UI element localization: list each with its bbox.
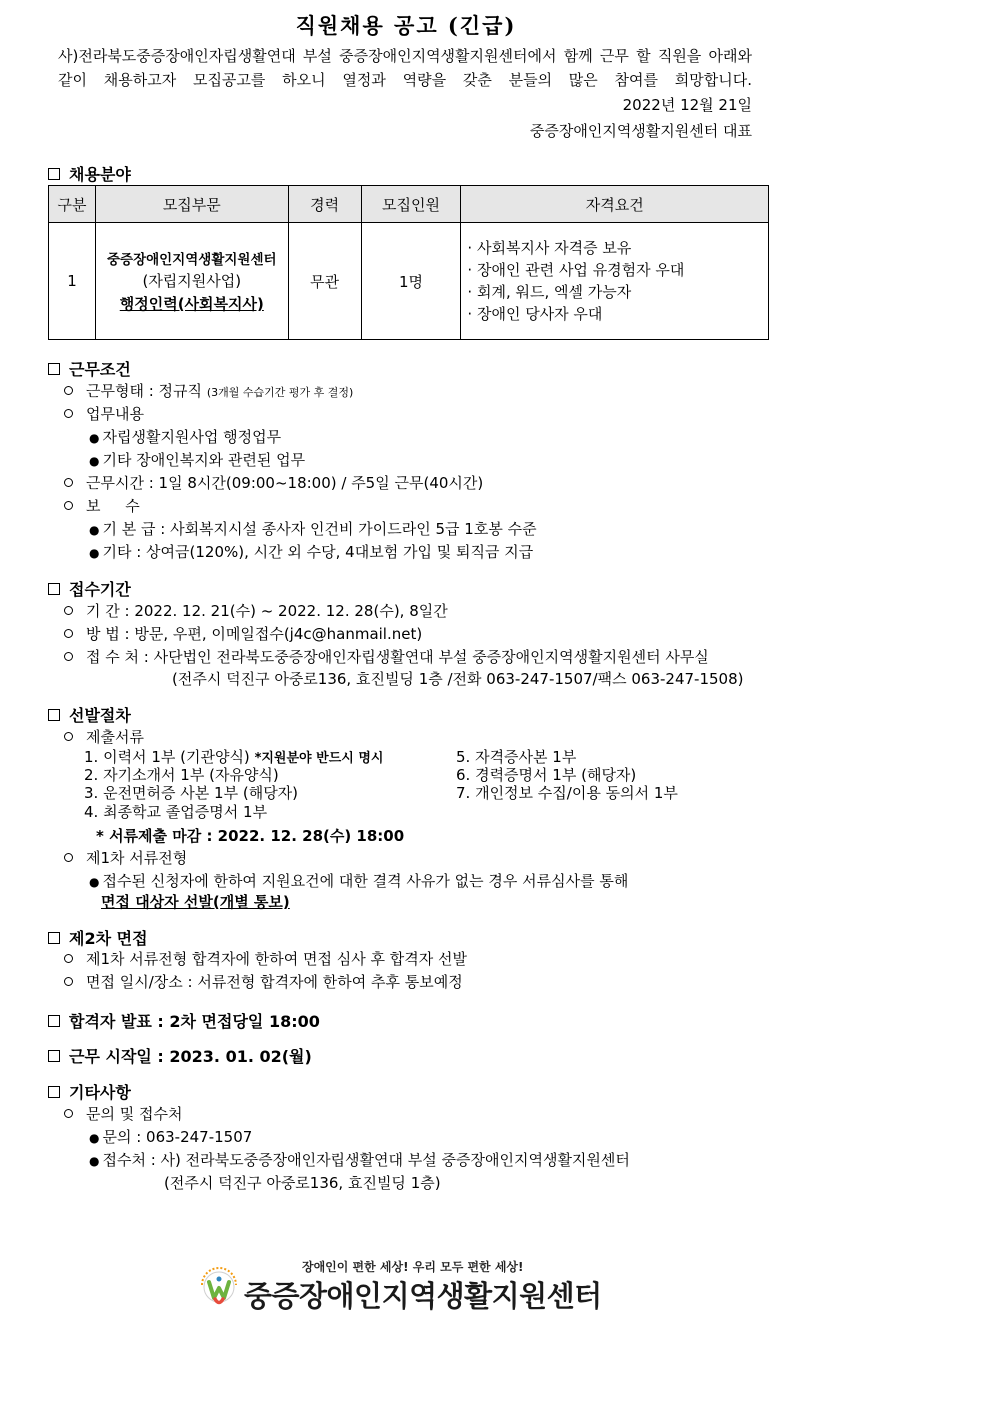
place-text: 접 수 처 : 사단법인 전라북도중증장애인자립생활연대 부설 중증장애인지역생활지원센터 사무실 (86, 648, 709, 666)
docs-label: 제출서류 (86, 728, 144, 746)
dot-bullet-icon: ● (89, 431, 100, 445)
circle-bullet-icon (64, 732, 73, 741)
circle-bullet-icon (64, 853, 73, 862)
round1-label: 제1차 서류전형 (86, 849, 188, 867)
checkbox-square-icon (48, 168, 60, 180)
period-text: 기 간 : 2022. 12. 21(수) ~ 2022. 12. 28(수), 8일간 (86, 602, 448, 620)
section-title: 기타사항 (69, 1083, 131, 1102)
dot-bullet-icon: ● (89, 546, 100, 560)
table-header-row (49, 186, 769, 223)
requirement-item: · 장애인 당사자 우대 (467, 305, 603, 323)
circle-bullet-icon (64, 954, 73, 963)
cell-dept (95, 223, 288, 340)
notice-date: 2022년 12월 21일 (622, 96, 752, 114)
place-line (64, 646, 709, 667)
contact-text: 접수처 : 사) 전라북도중증장애인자립생활연대 부설 중증장애인지역생활지원센터 (102, 1151, 630, 1169)
contact-text: 문의 : 063-247-1507 (102, 1128, 253, 1146)
doc-item: 6. 경력증명서 1부 (해당자) (456, 766, 637, 784)
circle-bullet-icon (64, 501, 73, 510)
logo-slogan: 장애인이 편한 세상! 우리 모두 편한 세상! (302, 1260, 524, 1274)
interview-line (64, 948, 467, 969)
intro-paragraph: 사)전라북도중증장애인자립생활연대 부설 중증장애인지역생활지원센터에서 함께 근무 할 직원을 아래와 같이 채용하고자 모집공고를 하오니 열정과 역량을 갖춘 분들의 많은 참여를 희망합니다. (58, 47, 752, 89)
contact-item (89, 1149, 630, 1170)
deadline-note: * 서류제출 마감 : 2022. 12. 28(수) 18:00 (96, 827, 405, 845)
cell-requirements (461, 223, 769, 340)
docs-label-line (64, 726, 144, 747)
section-title: 접수기간 (69, 580, 131, 599)
page-title: 직원채용 공고 (긴급) (295, 13, 517, 38)
section-title: 선발절차 (69, 706, 131, 725)
contact-label: 문의 및 접수처 (86, 1105, 183, 1123)
interview-text: 제1차 서류전형 합격자에 한하여 면접 심사 후 합격자 선발 (86, 950, 467, 968)
interview-text: 면접 일시/장소 : 서류전형 합격자에 한하여 추후 통보예정 (86, 973, 463, 991)
circle-bullet-icon (64, 652, 73, 661)
section-recruit-field (48, 162, 131, 185)
section-announcement (48, 1009, 320, 1032)
circle-bullet-icon (64, 386, 73, 395)
duty-label-line (64, 403, 144, 424)
duty-text: 기타 장애인복지와 관련된 업무 (102, 451, 306, 469)
work-type: 근무형태 : 정규직 (86, 382, 203, 400)
place-address: (전주시 덕진구 아중로136, 효진빌딩 1층 /전화 063-247-1507/팩스 063-247-1508) (172, 670, 744, 688)
doc-item: 3. 운전면허증 사본 1부 (해당자) (84, 784, 299, 802)
duty-label: 업무내용 (86, 405, 144, 423)
pay-label-line (64, 495, 140, 516)
dot-bullet-icon: ● (89, 1154, 100, 1168)
doc-item: 4. 최종학교 졸업증명서 1부 (84, 803, 268, 821)
section-start-date (48, 1044, 312, 1067)
section-title: 근무조건 (69, 360, 131, 379)
dot-bullet-icon: ● (89, 523, 100, 537)
work-type-line (64, 380, 353, 401)
section-work-conditions (48, 357, 131, 380)
dept-role: 행정인력(사회복지사) (119, 295, 264, 313)
round1-label-line (64, 847, 187, 868)
contact-label-line (64, 1103, 182, 1124)
cell-no: 1 (49, 223, 96, 340)
checkbox-square-icon (48, 1086, 60, 1098)
pay-label: 보 수 (86, 497, 140, 515)
round1-text-line (89, 870, 628, 891)
dot-bullet-icon: ● (89, 1131, 100, 1145)
round1-result: 면접 대상자 선발(개별 통보) (101, 893, 290, 911)
checkbox-square-icon (48, 583, 60, 595)
checkbox-square-icon (48, 363, 60, 375)
duty-item (89, 449, 305, 470)
column-header: 자격요건 (461, 186, 769, 223)
period-line (64, 600, 448, 621)
cell-career: 무관 (288, 223, 361, 340)
circle-bullet-icon (64, 409, 73, 418)
work-type-note: (3개월 수습기간 평가 후 결정) (206, 386, 354, 399)
column-header: 모집부문 (95, 186, 288, 223)
pay-item (89, 541, 533, 562)
doc-item: 2. 자기소개서 1부 (자유양식) (84, 766, 279, 784)
dept-program: (자립지원사업) (142, 272, 242, 290)
checkbox-square-icon (48, 1050, 60, 1062)
checkbox-square-icon (48, 1015, 60, 1027)
requirement-item: · 장애인 관련 사업 유경험자 우대 (467, 261, 685, 279)
cell-count: 1명 (361, 223, 461, 340)
duty-text: 자립생활지원사업 행정업무 (102, 428, 282, 446)
dept-name: 중증장애인지역생활지원센터 (107, 252, 277, 268)
pay-item (89, 518, 537, 539)
hours-line (64, 472, 483, 493)
column-header: 모집인원 (361, 186, 461, 223)
dot-bullet-icon: ● (89, 875, 100, 889)
table-row (49, 223, 769, 340)
section-title: 근무 시작일 : 2023. 01. 02(월) (69, 1047, 312, 1066)
circle-bullet-icon (64, 629, 73, 638)
logo-name: 중증장애인지역생활지원센터 (244, 1279, 602, 1313)
section-title: 합격자 발표 : 2차 면접당일 18:00 (69, 1012, 320, 1031)
round1-text: 접수된 신청자에 한하여 지원요건에 대한 결격 사유가 없는 경우 서류심사를 통해 (102, 872, 629, 890)
circle-bullet-icon (64, 977, 73, 986)
circle-bullet-icon (64, 1109, 73, 1118)
recruit-table (48, 185, 769, 340)
column-header: 구분 (49, 186, 96, 223)
requirement-item: · 회계, 워드, 엑셀 가능자 (467, 283, 632, 301)
doc-note: *지원분야 반드시 명시 (254, 751, 384, 766)
interview-line (64, 971, 463, 992)
method-line (64, 623, 422, 644)
notice-issuer: 중증장애인지역생활지원센터 대표 (529, 122, 752, 140)
duty-item (89, 426, 281, 447)
section-misc (48, 1080, 131, 1103)
contact-address: (전주시 덕진구 아중로136, 효진빌딩 1층) (164, 1174, 441, 1192)
section-interview (48, 926, 148, 949)
section-title: 채용분야 (69, 165, 131, 184)
doc-item: 7. 개인정보 수집/이용 동의서 1부 (456, 784, 678, 802)
column-header: 경력 (288, 186, 361, 223)
section-selection-process (48, 703, 131, 726)
doc-item: 5. 자격증사본 1부 (456, 748, 577, 766)
center-logo-icon (196, 1258, 242, 1314)
requirement-item: · 사회복지사 자격증 보유 (467, 239, 632, 257)
dot-bullet-icon: ● (89, 454, 100, 468)
pay-text: 기타 : 상여금(120%), 시간 외 수당, 4대보험 가입 및 퇴직금 지급 (102, 543, 534, 561)
section-title: 제2차 면접 (69, 929, 148, 948)
circle-bullet-icon (64, 478, 73, 487)
checkbox-square-icon (48, 709, 60, 721)
doc-text: 1. 이력서 1부 (기관양식) (84, 748, 250, 766)
method-text: 방 법 : 방문, 우편, 이메일접수(j4c@hanmail.net) (86, 625, 423, 643)
checkbox-square-icon (48, 932, 60, 944)
pay-text: 기 본 급 : 사회복지시설 종사자 인건비 가이드라인 5급 1호봉 수준 (102, 520, 537, 538)
contact-item (89, 1126, 252, 1147)
section-application-period (48, 577, 131, 600)
work-hours: 근무시간 : 1일 8시간(09:00~18:00) / 주5일 근무(40시간) (86, 474, 484, 492)
circle-bullet-icon (64, 606, 73, 615)
